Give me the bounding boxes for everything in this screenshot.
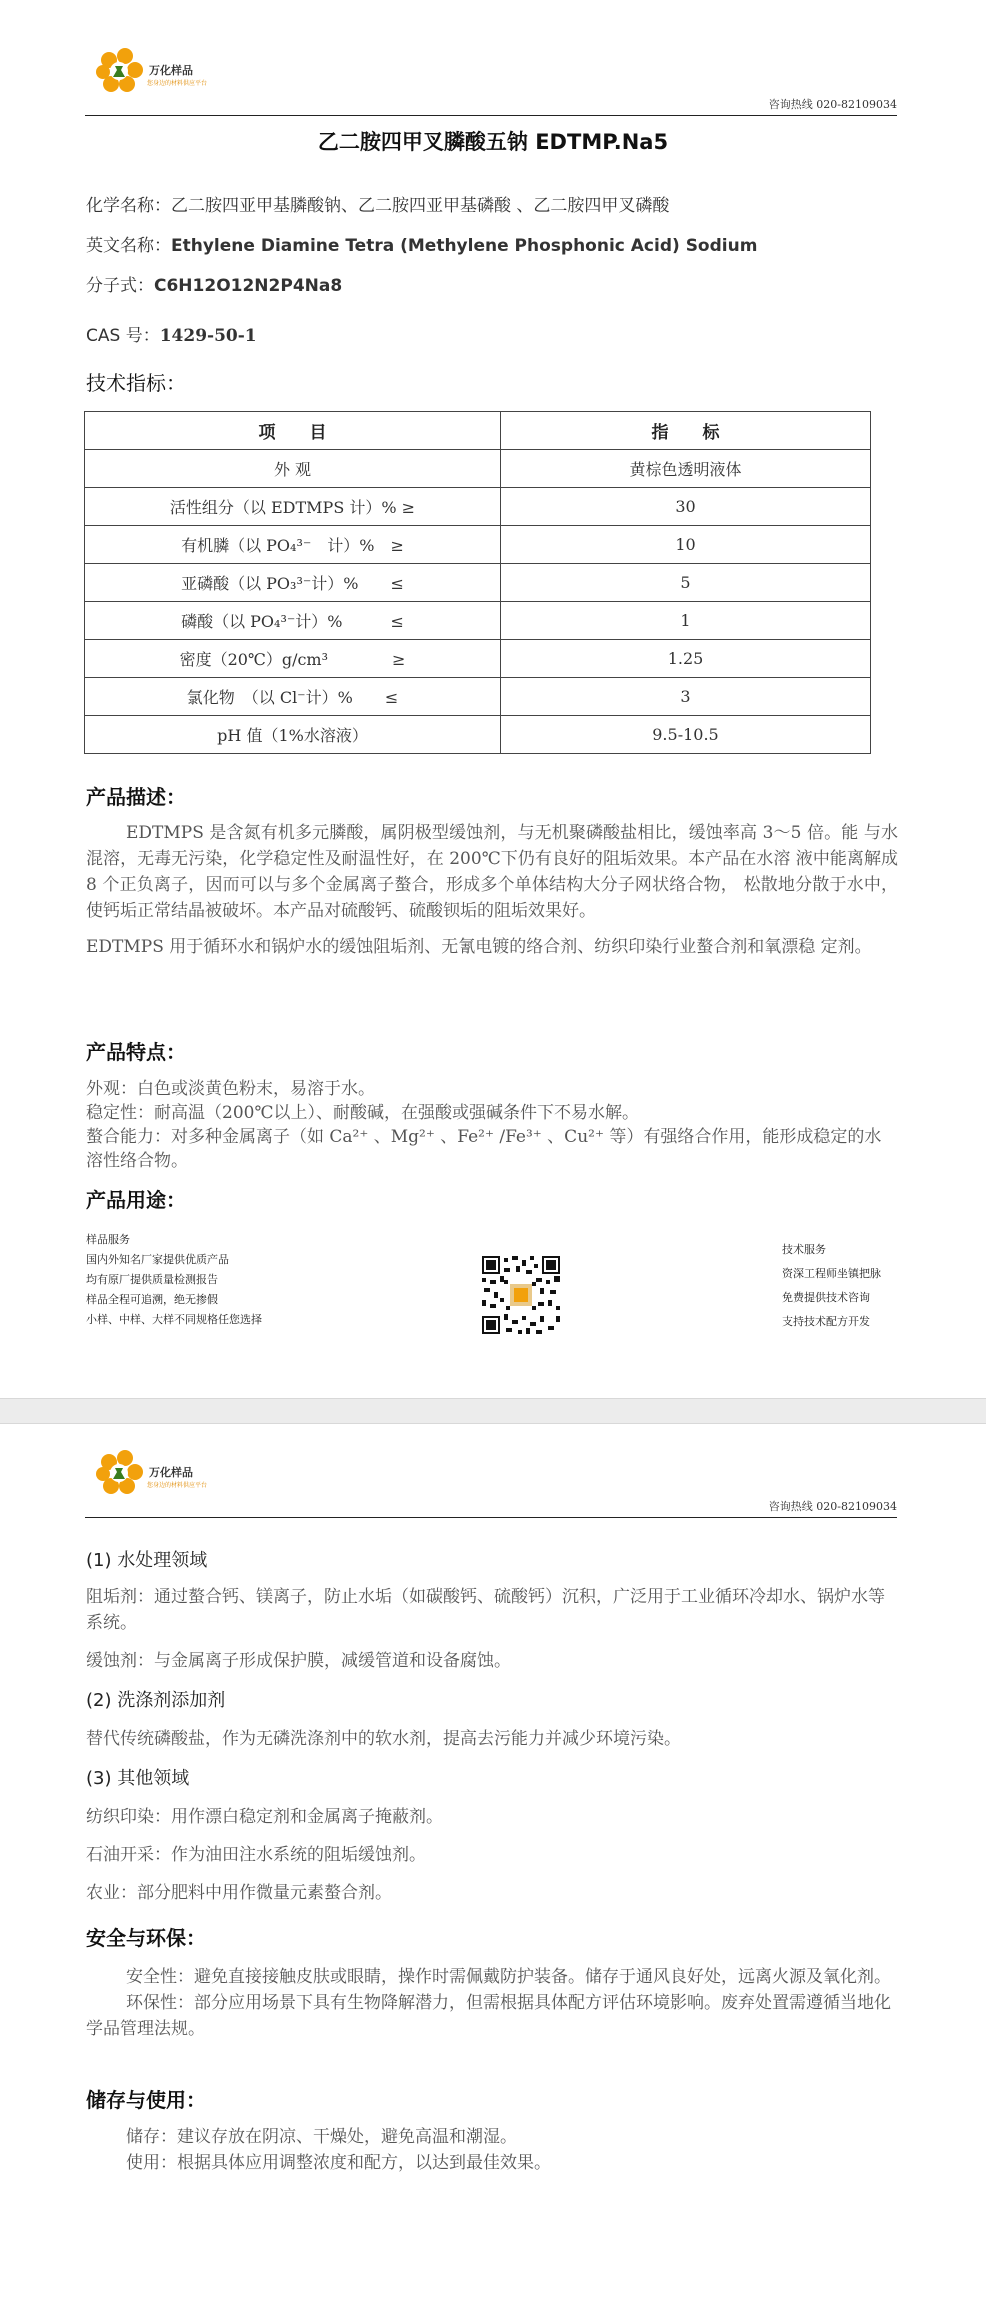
brand-slogan: 您身边的材料供应平台 <box>147 80 208 87</box>
service-item: 免费提供技术咨询 <box>782 1291 870 1304</box>
tech-service-list <box>782 1240 881 1332</box>
table-header-value: 指 标 <box>501 412 871 450</box>
table-cell-value: 30 <box>501 488 871 526</box>
feature-item: 外观：白色或淡黄色粉末，易溶于水。 <box>86 1079 375 1099</box>
storage-heading: 储存与使用： <box>86 2088 206 2112</box>
table-cell-item: 磷酸（以 PO₄³⁻计）% ≤ <box>85 602 501 640</box>
table-cell-value: 3 <box>501 678 871 716</box>
brand-slogan: 您身边的材料供应平台 <box>147 1482 208 1489</box>
cas-number <box>86 321 257 346</box>
chemical-name <box>86 191 669 216</box>
table-cell-item: 密度（20℃）g/cm³ ≥ <box>85 640 501 678</box>
english-name-value: Ethylene Diamine Tetra (Methylene Phosphonic Acid) Sodium <box>171 236 758 256</box>
table-row <box>85 602 871 640</box>
usage-other-textile: 纺织印染：用作漂白稳定剂和金属离子掩蔽剂。 <box>86 1807 443 1827</box>
service-item: 小样、中样、大样不同规格任您选择 <box>86 1313 262 1326</box>
service-item: 样品全程可追溯，绝无掺假 <box>86 1293 218 1306</box>
table-header-item: 项 目 <box>85 412 501 450</box>
english-name-label: 英文名称： <box>86 236 171 256</box>
table-cell-item: 外 观 <box>85 450 501 488</box>
feature-item: 稳定性：耐高温（200℃以上）、耐酸碱，在强酸或强碱条件下不易水解。 <box>86 1103 639 1123</box>
safety-paragraph-1: 安全性：避免直接接触皮肤或眼睛，操作时需佩戴防护装备。储存于通风良好处，远离火源及氧化剂。 <box>126 1967 891 1987</box>
page-header <box>85 36 897 116</box>
usage-other-oil: 石油开采：作为油田注水系统的阻垢缓蚀剂。 <box>86 1845 426 1865</box>
document-title: 乙二胺四甲叉膦酸五钠 EDTMP.Na5 <box>317 130 669 154</box>
table-cell-item: 活性组分（以 EDTMPS 计）% ≥ <box>85 488 501 526</box>
spec-table <box>84 411 871 754</box>
service-item: 国内外知名厂家提供优质产品 <box>86 1253 229 1266</box>
safety-paragraph-2: 环保性：部分应用场景下具有生物降解潜力，但需根据具体配方评估环境影响。废弃处置需遵循当地化学品管理法规。 <box>86 1993 891 2039</box>
description-paragraph-1: EDTMPS 是含氮有机多元膦酸，属阴极型缓蚀剂，与无机聚磷酸盐相比，缓蚀率高 3～5 倍。能 与水混溶，无毒无污染，化学稳定性及耐温性好，在 200℃下仍有良好的阻垢效果。本产品在水溶 液中能离解成 8 个正负离子，因而可以与多个金属离子螯合，形成多个单体结构大分子网状络合物， 松散地分散于水中，使钙垢正常结晶被破坏。本产品对硫酸钙、硫酸钡垢的阻垢效果好。 <box>86 823 898 921</box>
document-page-2 <box>0 1424 986 2297</box>
usage-section-detergent: (2) 洗涤剂添加剂 <box>86 1690 226 1711</box>
page-separator <box>0 1398 986 1424</box>
usage-section-other: (3) 其他领域 <box>86 1768 190 1789</box>
storage-paragraph-2: 使用：根据具体应用调整浓度和配方，以达到最佳效果。 <box>126 2153 551 2173</box>
usage-detergent-text: 替代传统磷酸盐，作为无磷洗涤剂中的软水剂，提高去污能力并减少环境污染。 <box>86 1729 681 1749</box>
table-row <box>85 640 871 678</box>
feature-item: 螯合能力：对多种金属离子（如 Ca²⁺ 、Mg²⁺ 、Fe²⁺ /Fe³⁺ 、Cu²⁺ 等）有强络合作用，能形成稳定的水溶性络合物。 <box>86 1127 882 1171</box>
sample-service-list <box>86 1230 262 1330</box>
features-heading: 产品特点： <box>86 1040 186 1064</box>
description-paragraph-2: EDTMPS 用于循环水和锅炉水的缓蚀阻垢剂、无氰电镀的络合剂、纺织印染行业螯合剂和氧漂稳 定剂。 <box>86 937 872 957</box>
table-cell-item: 有机膦（以 PO₄³⁻ 计）% ≥ <box>85 526 501 564</box>
table-row <box>85 450 871 488</box>
english-name <box>86 231 757 256</box>
table-header-row <box>85 412 871 450</box>
table-row <box>85 564 871 602</box>
table-cell-value: 1.25 <box>501 640 871 678</box>
usage-other-agri: 农业：部分肥料中用作微量元素螯合剂。 <box>86 1883 392 1903</box>
header-rule <box>85 115 897 116</box>
usage-water-scale: 阻垢剂：通过螯合钙、镁离子，防止水垢（如碳酸钙、硫酸钙）沉积，广泛用于工业循环冷却水、锅炉水等系统。 <box>86 1587 885 1633</box>
logo-hexagon-icon <box>95 1448 147 1500</box>
table-cell-value: 黄棕色透明液体 <box>501 450 871 488</box>
usage-section-water: (1) 水处理领域 <box>86 1550 208 1571</box>
qr-code[interactable] <box>480 1254 562 1336</box>
table-cell-value: 5 <box>501 564 871 602</box>
logo-hexagon-icon <box>95 46 147 98</box>
service-item: 技术服务 <box>782 1243 826 1256</box>
hotline: 咨询热线 020-82109034 <box>768 1500 897 1513</box>
table-cell-item: 氯化物 （以 Cl⁻计）% ≤ <box>85 678 501 716</box>
service-item: 样品服务 <box>86 1233 130 1246</box>
molecular-formula <box>86 271 342 296</box>
formula-label: 分子式： <box>86 276 154 296</box>
storage-body <box>86 2124 898 2176</box>
table-row <box>85 678 871 716</box>
brand-name: 万化样品 <box>149 1466 193 1479</box>
table-cell-item: pH 值（1%水溶液） <box>85 716 501 754</box>
company-logo <box>95 1448 225 1508</box>
company-logo <box>95 46 225 106</box>
hotline: 咨询热线 020-82109034 <box>768 98 897 111</box>
safety-heading: 安全与环保： <box>86 1926 206 1950</box>
service-item: 支持技术配方开发 <box>782 1315 870 1328</box>
table-cell-value: 1 <box>501 602 871 640</box>
chemical-name-value: 乙二胺四亚甲基膦酸钠、乙二胺四亚甲基磷酸 、乙二胺四甲叉磷酸 <box>171 196 670 216</box>
table-cell-value: 9.5-10.5 <box>501 716 871 754</box>
storage-paragraph-1: 储存：建议存放在阴凉、干燥处，避免高温和潮湿。 <box>126 2127 517 2147</box>
features-list <box>86 1077 898 1173</box>
description-heading: 产品描述： <box>86 785 186 809</box>
table-row <box>85 488 871 526</box>
usage-water-corrosion: 缓蚀剂：与金属离子形成保护膜，减缓管道和设备腐蚀。 <box>86 1651 511 1671</box>
table-cell-item: 亚磷酸（以 PO₃³⁻计）% ≤ <box>85 564 501 602</box>
table-row <box>85 716 871 754</box>
chemical-name-label: 化学名称： <box>86 196 171 216</box>
brand-name: 万化样品 <box>149 64 193 77</box>
cas-value: 1429-50-1 <box>159 326 257 346</box>
table-row <box>85 526 871 564</box>
page-header <box>85 1438 897 1518</box>
service-item: 均有原厂提供质量检测报告 <box>86 1273 218 1286</box>
header-rule <box>85 1517 897 1518</box>
table-cell-value: 10 <box>501 526 871 564</box>
formula-value: C6H12O12N2P4Na8 <box>154 276 343 296</box>
cas-label: CAS 号： <box>86 326 160 346</box>
safety-body <box>86 1964 898 2042</box>
description-body <box>86 820 898 960</box>
spec-heading: 技术指标： <box>86 371 186 395</box>
usage-heading: 产品用途： <box>86 1188 186 1212</box>
service-item: 资深工程师坐镇把脉 <box>782 1267 881 1280</box>
